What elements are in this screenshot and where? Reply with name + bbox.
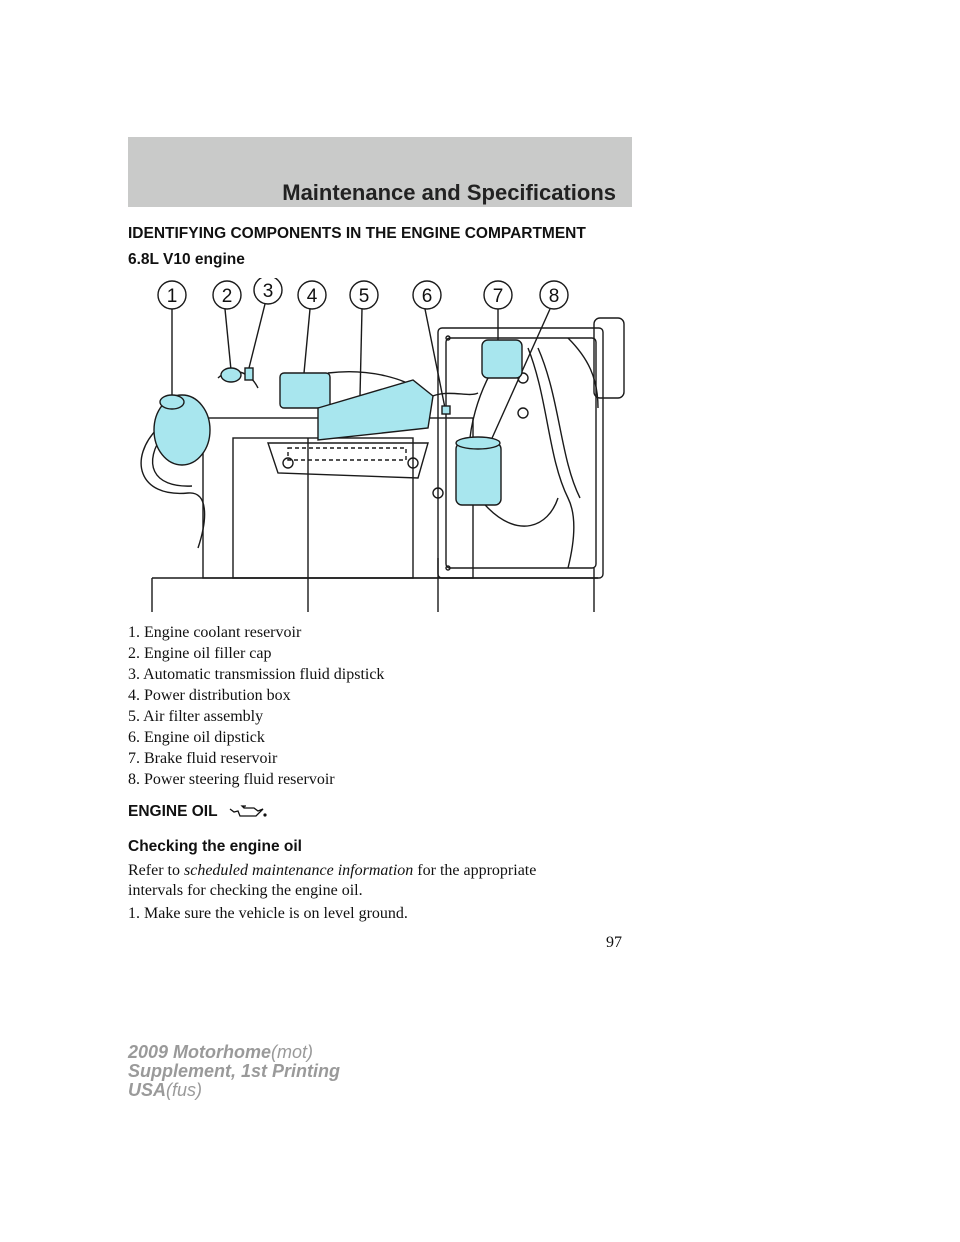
callout-label-7: 7 [492, 286, 504, 307]
oil-step-1: 1. Make sure the vehicle is on level ground. [128, 905, 408, 922]
atf-dipstick [245, 368, 253, 380]
footer [128, 1043, 340, 1100]
oil-paragraph-prefix: Refer to [128, 862, 184, 879]
callout-label-4: 4 [306, 286, 318, 307]
engine-subheading: 6.8L V10 engine [128, 251, 245, 268]
air-filter-assembly [318, 380, 433, 440]
component-list-item: 7. Brake fluid reservoir [128, 750, 278, 767]
component-list-item: 4. Power distribution box [128, 687, 291, 704]
oil-can-icon [228, 804, 268, 820]
callout-label-5: 5 [358, 286, 370, 307]
callout-label-6: 6 [421, 286, 433, 307]
page-header-title: Maintenance and Specifications [282, 180, 616, 205]
brake-fluid-reservoir [482, 340, 522, 378]
section-heading: IDENTIFYING COMPONENTS IN THE ENGINE COMPARTMENT [128, 225, 586, 242]
component-list-item: 1. Engine coolant reservoir [128, 624, 302, 641]
component-list-item: 2. Engine oil filler cap [128, 645, 272, 662]
engine-oil-heading-text: ENGINE OIL [128, 803, 218, 820]
component-list-item: 6. Engine oil dipstick [128, 729, 265, 746]
engine-oil-heading [128, 803, 268, 821]
footer-line2: Supplement, 1st Printing [128, 1061, 341, 1081]
oil-paragraph-line2: intervals for checking the engine oil. [128, 882, 363, 899]
footer-line3-code: (fus) [166, 1080, 203, 1100]
footer-line3: USA [128, 1080, 167, 1100]
component-list-item: 5. Air filter assembly [128, 708, 264, 725]
engine-compartment-figure [128, 278, 632, 612]
engine-oil-dipstick [442, 406, 450, 414]
oil-paragraph [128, 861, 628, 901]
page-number: 97 [606, 934, 622, 951]
checking-oil-subheading: Checking the engine oil [128, 838, 302, 855]
power-distribution-box [280, 373, 330, 408]
component-list-item: 3. Automatic transmission fluid dipstick [128, 666, 385, 683]
callout-label-1: 1 [166, 286, 178, 307]
oil-filler-cap [221, 368, 241, 382]
power-steering-reservoir [456, 443, 501, 505]
footer-line1-code: (mot) [271, 1042, 314, 1062]
callout-label-8: 8 [548, 286, 560, 307]
oil-paragraph-suffix: for the appropriate [413, 862, 537, 879]
callout-label-3: 3 [262, 281, 274, 302]
component-list-item: 8. Power steering fluid reservoir [128, 771, 335, 788]
footer-line1: 2009 Motorhome [128, 1042, 272, 1062]
scheduled-maintenance-link: scheduled maintenance information [183, 862, 414, 879]
callout-label-2: 2 [221, 286, 233, 307]
